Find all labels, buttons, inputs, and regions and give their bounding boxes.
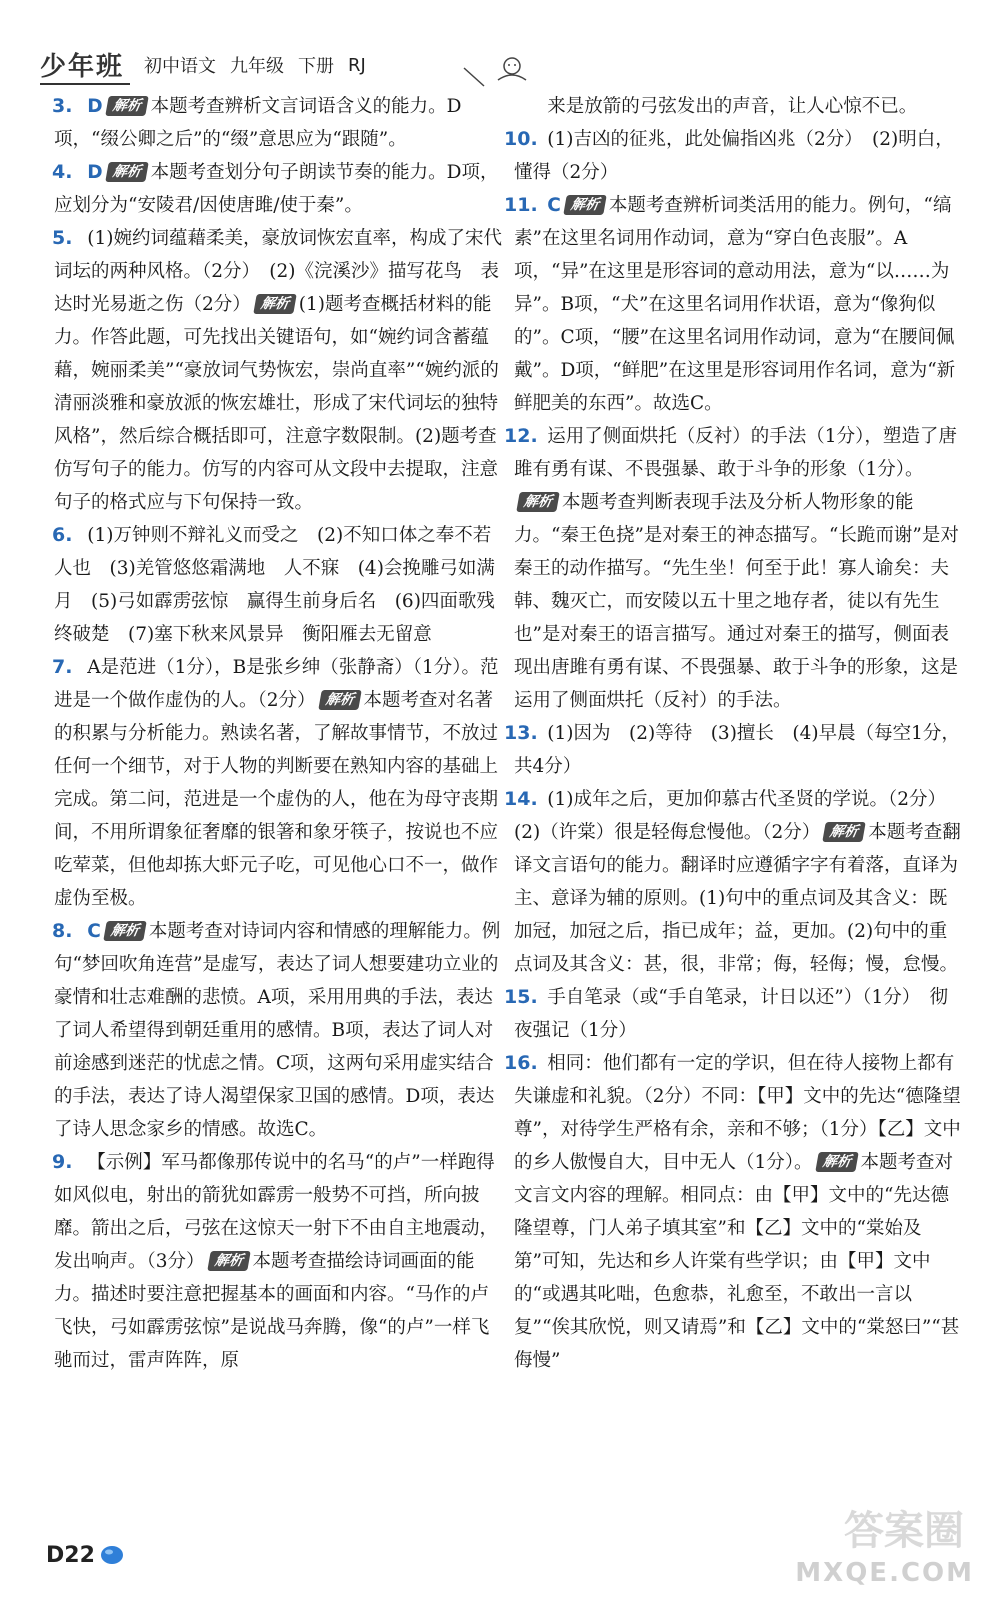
watermark-logo: 答案圈 [844,1508,964,1554]
answer-letter: C [547,195,561,216]
answer-text: (1)万钟则不辩礼义而受之 (2)不知口体之奉不若人也 (3)羌管悠悠霜满地 人不寐 (4)会挽雕弓如满月 (5)弓如霹雳弦惊 赢得生前身后名 (6)四面歌残终破楚 (7)塞下秋来风景异 衡阳雁去无留意 [54,525,495,645]
analysis-text: 本题考查判断表现手法及分析人物形象的能力。“秦王色挠”是对秦王的神态描写。“长跪而谢”是对秦王的动作描写。“先生坐！何至于此！寡人谕矣：夫韩、魏灭亡，而安陵以五十里之地存者，徒以有先生也”是对秦王的语言描写。通过对秦王的描写，侧面表现出唐雎有勇有谋、不畏强暴、敢于斗争的形象，这是运用了侧面烘托（反衬）的手法。 [514,492,959,711]
question-number: 6. [52,524,73,546]
question-8 [54,915,504,1146]
right-column [504,90,964,1377]
analysis-text: 本题考查辨析词类活用的能力。例句，“缟素”在这里名词用作动词，意为“穿白色丧服”。A项，“异”在这里是形容词的意动用法，意为“以……为异”。B项，“犬”在这里名词用作状语，意为“像狗似的”。C项，“腰”在这里名词用作动词，意为“在腰间佩戴”。D项，“鲜肥”在这里是形容词用作名词，意为“新鲜肥美的东西”。故选C。 [514,195,956,414]
answer-text: (1)婉约词蕴藉柔美，豪放词恢宏直率，构成了宋代词坛的两种风格。（2分） (2)《浣溪沙》描写花鸟 表达时光易逝之伤（2分） [54,228,503,315]
answer-text: 运用了侧面烘托（反衬）的手法（1分），塑造了唐雎有勇有谋、不畏强暴、敢于斗争的形象（1分）。 [514,426,957,480]
analysis-tag: 解析 [516,492,560,512]
analysis-text: 来是放箭的弓弦发出的声音，让人心惊不已。 [547,96,918,117]
question-number: 11. [504,194,538,216]
answer-text: 【示例】军马都像那传说中的名马“的卢”一样跑得如风似电，射出的箭犹如霹雳一般势不可挡，所向披靡。箭出之后，弓弦在这惊天一射下不由自主地震动，发出响声。（3分） [54,1152,499,1272]
analysis-tag: 解析 [103,921,147,941]
analysis-tag: 解析 [105,96,149,116]
analysis-text: 本题考查辨析文言词语含义的能力。D项，“缀公卿之后”的“缀”意思应为“跟随”。 [54,96,462,150]
analysis-tag: 解析 [815,1152,859,1172]
question-number: 5. [52,227,73,249]
answer-text: (1)吉凶的征兆，此处偏指凶兆（2分） (2)明白，懂得（2分） [514,129,954,183]
question-number: 16. [504,1052,538,1074]
question-10 [504,123,964,189]
header-grade: 九年级 [230,56,285,77]
question-9-continued [514,90,964,123]
question-number: 14. [504,788,538,810]
question-4 [54,156,504,222]
question-5 [54,222,504,519]
header-volume: 下册 [298,56,335,77]
question-11 [504,189,964,420]
left-column [54,90,504,1377]
analysis-text: 本题考查描绘诗词画面的能力。描述时要注意把握基本的画面和内容。“马作的卢飞快，弓如霹雳弦惊”是说战马奔腾，像“的卢”一样飞驰而过，雷声阵阵，原 [54,1251,490,1371]
question-number: 9. [52,1151,73,1173]
answer-text: 相同：他们都有一定的学识，但在待人接物上都有失谦虚和礼貌。（2分）不同：【甲】文中的先达“德隆望尊”，对待学生严格有余，亲和不够；（1分）【乙】文中的乡人傲慢自大，目中无人（1分）。 [514,1053,961,1173]
question-16 [504,1047,964,1377]
page-footer [46,1538,125,1572]
analysis-text: 本题考查对诗词内容和情感的理解能力。例句“梦回吹角连营”是虚写，表达了词人想要建功立业的豪情和壮志难酬的悲愤。A项，采用用典的手法，表达了词人希望得到朝廷重用的感情。B项，表达了词人对前途感到迷茫的忧虑之情。C项，这两句采用虚实结合的手法，表达了诗人渴望保家卫国的感情。D项，表达了诗人思念家乡的情感。故选C。 [54,921,501,1140]
question-13 [504,717,964,783]
question-number: 13. [504,722,538,744]
answer-letter: C [87,921,101,942]
question-number: 15. [504,986,538,1008]
answer-text: (1)因为 (2)等待 (3)擅长 (4)早晨（每空1分，共4分） [514,723,960,777]
question-7 [54,651,504,915]
question-14 [504,783,964,981]
question-number: 7. [52,656,73,678]
analysis-tag: 解析 [207,1251,251,1271]
analysis-text: 本题考查对文言文内容的理解。相同点：由【甲】文中的“先达德隆望尊，门人弟子填其室”和【乙】文中的“棠始及第”可知，先达和乡人许棠有些学识；由【甲】文中的“或遇其叱咄，色愈恭，礼愈至，不敢出一言以复”“俟其欣悦，则又请焉”和【乙】文中的“棠怒曰”“甚侮慢” [514,1152,960,1371]
question-15 [504,981,964,1047]
question-number: 10. [504,128,538,150]
analysis-tag: 解析 [563,195,607,215]
question-6 [54,519,504,651]
watermark-url: MXQE.COM [795,1558,974,1588]
analysis-tag: 解析 [105,162,149,182]
analysis-tag: 解析 [822,822,866,842]
header-subject: 初中语文 [144,56,217,77]
question-number: 4. [52,161,73,183]
answer-text: (1)成年之后，更加仰慕古代圣贤的学说。（2分） (2)（许棠）很是轻侮怠慢他。（2分） [514,789,956,843]
analysis-text: 本题考查对名著的积累与分析能力。熟读名著，了解故事情节，不放过任何一个细节，对于人物的判断要在熟知内容的基础上完成。第二问，范进是一个虚伪的人，他在为母守丧期间，不用所谓象征奢靡的银箸和象牙筷子，按说也不应吃荤菜，但他却拣大虾元子吃，可见他心口不一，做作虚伪至极。 [54,690,499,909]
answer-letter: D [87,96,103,117]
question-number: 3. [52,95,73,117]
analysis-text: 本题考查翻译文言语句的能力。翻译时应遵循字字有着落，直译为主、意译为辅的原则。(1)句中的重点词及其含义：既加冠，加冠之后，指已成年；益，更加。(2)句中的重点词及其含义：甚，很，非常；侮，轻侮；慢，怠慢。 [514,822,961,975]
answer-letter: D [87,162,103,183]
question-9 [54,1146,504,1377]
brand-logo: 少年班 [40,46,130,85]
question-number: 8. [52,920,73,942]
header-edition: RJ [348,54,366,76]
analysis-tag: 解析 [318,690,362,710]
analysis-text: (1)题考查概括材料的能力。作答此题，可先找出关键语句，如“婉约词含蓄蕴藉，婉丽柔美”“豪放词气势恢宏，崇尚直率”“婉约派的清丽淡雅和豪放派的恢宏雄壮，形成了宋代词坛的独特风格”，然后综合概括即可，注意字数限制。(2)题考查仿写句子的能力。仿写的内容可从文段中去提取，注意句子的格式应与下句保持一致。 [54,294,499,513]
question-3 [54,90,504,156]
question-12 [504,420,964,717]
page-bubble-icon [99,1544,125,1566]
mascot-icon [462,48,532,88]
answer-text: A是范进（1分），B是张乡绅（张静斋）（1分）。范进是一个做作虚伪的人。（2分） [54,657,499,711]
answer-text: 手自笔录（或“手自笔录，计日以还”）（1分） 彻夜强记（1分） [514,987,948,1041]
page-number: D22 [46,1542,95,1568]
question-number: 12. [504,425,538,447]
analysis-tag: 解析 [253,294,297,314]
analysis-text: 本题考查划分句子朗读节奏的能力。D项，应划分为“安陵君/因使唐雎/使于秦”。 [54,162,499,216]
